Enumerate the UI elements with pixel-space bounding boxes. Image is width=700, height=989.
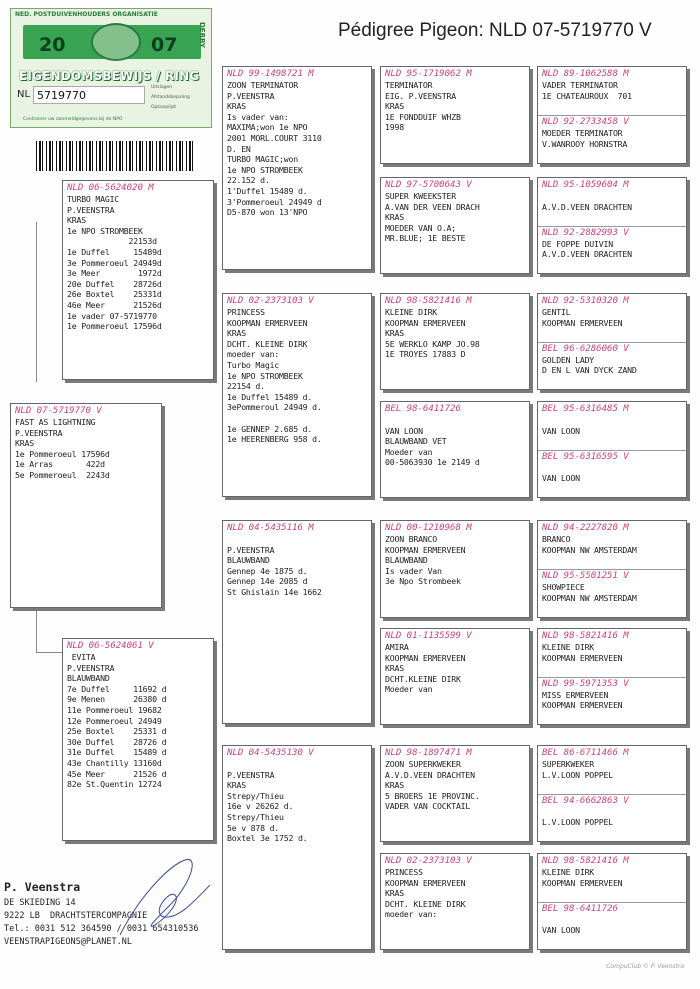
card-line: 1e NPO STROMBEEK bbox=[227, 370, 303, 381]
pigeon-card-dam-sire bbox=[222, 520, 372, 724]
card-line: 25e Boxtel 25331 d bbox=[67, 726, 167, 737]
card-line: GENTIL bbox=[542, 307, 571, 317]
card-line: ZOON SUPERKWEKER bbox=[385, 759, 461, 769]
sticker-org: NED. POSTDUIVENHOUDERS ORGANISATIE bbox=[15, 11, 158, 18]
ring-number: BEL 95-6316595 V bbox=[542, 451, 629, 462]
ring-number: BEL 98-6411726 bbox=[542, 903, 618, 914]
card-line: 82e St.Quentin 12724 bbox=[67, 779, 162, 790]
ring-number: NLD 06-5624061 V bbox=[67, 641, 154, 651]
connector-line bbox=[36, 222, 37, 382]
card-line: KOOPMAN ERMERVEEN bbox=[542, 877, 623, 888]
card-line bbox=[227, 413, 367, 424]
card-line: 1'Duffel 15489 d. bbox=[227, 185, 308, 196]
pigeon-card-ggp bbox=[380, 853, 530, 950]
card-line: BLAUWBAND bbox=[385, 555, 428, 566]
card-line bbox=[542, 191, 682, 202]
card-line bbox=[385, 415, 525, 426]
card-line: Is vader Van bbox=[385, 565, 442, 576]
pigeon-card-ggp bbox=[380, 628, 530, 725]
card-line: SUPERKWEKER bbox=[542, 759, 595, 769]
breeder-address: DE SKIEDING 14 bbox=[4, 898, 76, 908]
card-line: 3ePommeroul 24949 d. bbox=[227, 402, 322, 413]
ring-number: BEL 86-6711466 M bbox=[542, 748, 629, 758]
card-lines bbox=[385, 415, 525, 468]
sticker-year-left: 20 bbox=[39, 34, 66, 56]
card-line: VADER VAN COCKTAIL bbox=[385, 801, 471, 812]
ring-number: BEL 98-6411726 bbox=[385, 404, 461, 414]
card-line: KRAS bbox=[385, 101, 404, 112]
card-line: 3'Pommeroeul 24949 d bbox=[227, 196, 322, 207]
card-line: PRINCESS bbox=[227, 307, 265, 317]
ring-number: NLD 04-5435130 V bbox=[227, 748, 314, 758]
card-line: P.VEENSTRA bbox=[227, 544, 275, 555]
card-line: A.V.D.VEEN DRACHTEN bbox=[542, 249, 632, 260]
breeder-phone: Tel.: 0031 512 364590 / 0031 654310536 bbox=[4, 924, 199, 934]
card-line: VAN LOON bbox=[542, 473, 580, 484]
pigeon-card-ggp bbox=[380, 520, 530, 618]
pigeon-pair-card bbox=[537, 293, 687, 390]
card-lines bbox=[227, 534, 367, 598]
card-line: SUPER KWEEKSTER bbox=[385, 191, 456, 201]
card-line: Turbo Magic bbox=[227, 359, 280, 370]
card-line: L.V.LOON POPPEL bbox=[542, 817, 613, 828]
pigeon-pair-card bbox=[537, 66, 687, 164]
card-line bbox=[227, 759, 367, 770]
card-line: ZOON BRANCO bbox=[385, 534, 438, 544]
card-line: 1e HEERENBERG 958 d. bbox=[227, 434, 322, 445]
ring-number: NLD 07-5719770 V bbox=[15, 406, 102, 416]
card-lines bbox=[542, 355, 682, 376]
card-lines bbox=[542, 582, 682, 603]
card-line: KOOPMAN NW AMSTERDAM bbox=[542, 592, 637, 603]
card-lines bbox=[227, 759, 367, 844]
card-line: 1998 bbox=[385, 122, 404, 133]
card-lines bbox=[542, 239, 682, 260]
card-lines bbox=[542, 915, 682, 936]
card-line: FAST AS LIGHTNING bbox=[15, 417, 96, 427]
connector-line bbox=[36, 652, 64, 653]
card-line: KOOPMAN ERMERVEEN bbox=[542, 652, 623, 663]
sticker-side-item: Opkooplijst bbox=[151, 105, 177, 110]
card-line: Gennep 4e 1875 d. bbox=[227, 565, 308, 576]
card-line: L.V.LOON POPPEL bbox=[542, 769, 613, 780]
card-line: KRAS bbox=[385, 888, 404, 899]
card-lines bbox=[385, 307, 525, 360]
card-line: 1e vader 07-5719770 bbox=[67, 310, 157, 321]
card-line: 22.152 d. bbox=[227, 175, 270, 186]
ring-number: NLD 95-1059604 M bbox=[542, 180, 629, 190]
ring-number: NLD 02-2373103 V bbox=[385, 856, 472, 866]
card-line: TURBO MAGIC bbox=[67, 194, 120, 204]
card-line: P.VEENSTRA bbox=[227, 769, 275, 780]
card-line: 9e Menen 26380 d bbox=[67, 694, 167, 705]
pigeon-pair-card bbox=[537, 520, 687, 618]
card-lines bbox=[385, 759, 525, 812]
card-line: 11e Pommeroeul 19682 bbox=[67, 704, 162, 715]
card-line: BLAUWBAND VET bbox=[385, 436, 447, 447]
card-line: 7e Duffel 11692 d bbox=[67, 683, 167, 694]
card-line: TURBO MAGIC;won bbox=[227, 154, 298, 165]
card-lines bbox=[542, 534, 682, 555]
card-lines bbox=[15, 417, 157, 481]
card-lines bbox=[385, 191, 525, 244]
card-line: VAN LOON bbox=[542, 425, 580, 436]
card-line: EVITA bbox=[67, 652, 96, 662]
ring-number: NLD 99-5971353 V bbox=[542, 678, 629, 689]
ring-number: NLD 89-1062588 M bbox=[542, 69, 629, 79]
card-line: KRAS bbox=[67, 215, 86, 226]
card-lines bbox=[542, 191, 682, 212]
card-line: MAXIMA;won 1e NPO bbox=[227, 122, 308, 133]
card-line: KOOPMAN ERMERVEEN bbox=[385, 544, 466, 555]
card-line: KLEINE DIRK bbox=[385, 307, 438, 317]
card-lines bbox=[542, 642, 682, 663]
card-line: KRAS bbox=[385, 780, 404, 791]
card-line: KRAS bbox=[227, 328, 246, 339]
ring-number: NLD 06-5624020 M bbox=[67, 183, 154, 193]
sticker-country: NL bbox=[17, 89, 31, 100]
card-line: VADER TERMINATOR bbox=[542, 80, 618, 90]
card-line: DE FOPPE DUIVIN bbox=[542, 238, 613, 249]
ring-number: NLD 92-2882993 V bbox=[542, 227, 629, 238]
sticker-side-list bbox=[151, 83, 190, 113]
card-line: SHOWPIECE bbox=[542, 582, 585, 592]
sticker-ring-number: 5719770 bbox=[37, 89, 86, 102]
pigeon-pair-card bbox=[537, 745, 687, 842]
ring-number: NLD 98-5821416 M bbox=[542, 631, 629, 641]
card-line: 1e Pommeroeul 17596d bbox=[67, 321, 162, 332]
card-line: 5e v 878 d. bbox=[227, 822, 280, 833]
card-line: KOOPMAN ERMERVEEN bbox=[542, 700, 623, 711]
card-line: 3e Pommeroeul 24949d bbox=[67, 257, 162, 268]
pigeon-card-dam bbox=[62, 638, 214, 841]
card-line: 5e Pommeroeul 2243d bbox=[15, 469, 110, 480]
ring-number: NLD 01-1135599 V bbox=[385, 631, 472, 641]
card-line: ZOON TERMINATOR bbox=[227, 80, 298, 90]
sticker-label: EIGENDOMSBEWIJS / RING bbox=[19, 69, 200, 83]
card-line: D. EN bbox=[227, 143, 251, 154]
card-line: KRAS bbox=[385, 212, 404, 223]
card-lines bbox=[385, 642, 525, 695]
card-line: KOOPMAN ERMERVEEN bbox=[385, 317, 466, 328]
card-line: V.WANROOY HORNSTRA bbox=[542, 138, 628, 149]
ring-number: NLD 92-5310320 M bbox=[542, 296, 629, 306]
software-credit: CompuClub © P. Veenstra bbox=[606, 963, 684, 970]
pigeon-card-sire-sire bbox=[222, 66, 372, 270]
card-line: KRAS bbox=[227, 101, 246, 112]
card-line: KOOPMAN ERMERVEEN bbox=[227, 317, 308, 328]
card-line: KOOPMAN ERMERVEEN bbox=[542, 317, 623, 328]
ring-number: NLD 98-5821416 M bbox=[385, 296, 472, 306]
pigeon-pair-card bbox=[537, 401, 687, 498]
pigeon-card-ggp bbox=[380, 66, 530, 164]
card-line: BLAUWBAND bbox=[227, 555, 270, 566]
card-lines bbox=[385, 867, 525, 920]
card-line bbox=[542, 807, 682, 818]
card-line: 1E TROYES 17883 D bbox=[385, 349, 466, 360]
pigeon-card-dam-dam bbox=[222, 745, 372, 950]
ring-number: NLD 00-1210968 M bbox=[385, 523, 472, 533]
card-line: BRANCO bbox=[542, 534, 571, 544]
sticker-foot: Controleer uw aanmeldgegevens bij de NPO bbox=[23, 117, 123, 122]
card-line: EIG. P.VEENSTRA bbox=[385, 90, 456, 101]
ring-number: NLD 94-2227820 M bbox=[542, 523, 629, 533]
card-line: 46e Meer 21526d bbox=[67, 299, 162, 310]
sticker-side-item: Afstandsbepaling bbox=[151, 95, 190, 100]
card-line: 00-5063930 1e 2149 d bbox=[385, 457, 480, 468]
card-line: TERMINATOR bbox=[385, 80, 433, 90]
card-line: 1E CHATEAUROUX 701 bbox=[542, 90, 632, 101]
card-lines bbox=[227, 80, 367, 218]
card-line: moeder van: bbox=[227, 349, 280, 360]
card-line bbox=[542, 463, 682, 474]
page-title: Pédigree Pigeon: NLD 07-5719770 V bbox=[338, 20, 652, 41]
card-line: KLEINE DIRK bbox=[542, 867, 595, 877]
card-line: A.V.D.VEEN DRACHTEN bbox=[385, 769, 475, 780]
card-line: 3e Meer 1972d bbox=[67, 268, 162, 279]
card-line: KRAS bbox=[385, 663, 404, 674]
card-lines bbox=[542, 80, 682, 101]
card-lines bbox=[542, 690, 682, 711]
card-lines bbox=[542, 463, 682, 484]
ring-certificate-sticker bbox=[10, 8, 212, 128]
card-line: 43e Chantilly 13160d bbox=[67, 757, 162, 768]
card-line: 2001 MORL.COURT 3110 bbox=[227, 132, 322, 143]
ring-number: BEL 94-6662863 V bbox=[542, 795, 629, 806]
card-line: 20e Duffel 28726d bbox=[67, 278, 162, 289]
card-line: DCHT.KLEINE DIRK bbox=[385, 673, 461, 684]
ring-number: NLD 99-1498721 M bbox=[227, 69, 314, 79]
card-lines bbox=[67, 194, 209, 332]
breeder-name: P. Veenstra bbox=[4, 880, 81, 894]
card-line: Gennep 14e 2085 d bbox=[227, 576, 308, 587]
card-line: 1E FONDDUIF WHZB bbox=[385, 111, 461, 122]
ring-number: BEL 96-6286060 V bbox=[542, 343, 629, 354]
pigeon-pair-card bbox=[537, 628, 687, 725]
card-line: 22154 d. bbox=[227, 381, 265, 392]
pigeon-card-sire-dam bbox=[222, 293, 372, 497]
card-line: MOEDER VAN O.A; bbox=[385, 222, 456, 233]
ring-number: NLD 95-5501251 V bbox=[542, 571, 629, 581]
signature-icon bbox=[110, 855, 220, 945]
card-lines bbox=[542, 415, 682, 436]
card-line: 16e v 26262 d. bbox=[227, 801, 294, 812]
card-line: 1e NPO STROMBEEK bbox=[67, 225, 143, 236]
card-line: MOEDER TERMINATOR bbox=[542, 128, 623, 138]
pigeon-card-ggp bbox=[380, 401, 530, 498]
ring-number: NLD 04-5435116 M bbox=[227, 523, 314, 533]
card-lines bbox=[542, 759, 682, 780]
card-line: D EN L VAN DYCK ZAND bbox=[542, 365, 637, 376]
ring-number: NLD 98-5821416 M bbox=[542, 856, 629, 866]
card-line: Boxtel 3e 1752 d. bbox=[227, 833, 308, 844]
card-line: D5-870 won 13'NPO bbox=[227, 207, 308, 218]
card-line bbox=[542, 415, 682, 426]
breeder-city: 9222 LB DRACHTSTERCOMPAGNIE bbox=[4, 911, 148, 921]
card-line: 3e Npo Strombeek bbox=[385, 576, 461, 587]
card-line: DCHT. KLEINE DIRK bbox=[385, 898, 466, 909]
card-lines bbox=[542, 867, 682, 888]
card-line bbox=[542, 915, 682, 926]
pigeon-card-ggp bbox=[380, 177, 530, 274]
card-lines bbox=[542, 807, 682, 828]
card-line: 1e NPO STROMBEEK bbox=[227, 164, 303, 175]
card-line: 1e Pommeroeul 17596d bbox=[15, 448, 110, 459]
card-line: P.VEENSTRA bbox=[227, 90, 275, 101]
card-line: 1e GENNEP 2.685 d. bbox=[227, 423, 313, 434]
card-line: P.VEENSTRA bbox=[15, 427, 63, 438]
card-line: KOOPMAN ERMERVEEN bbox=[385, 652, 466, 663]
card-line: VAN LOON bbox=[542, 925, 580, 936]
ring-number: NLD 92-2733458 V bbox=[542, 117, 629, 127]
card-line: Is vader van: bbox=[227, 111, 289, 122]
card-line: VAN LOON bbox=[385, 425, 423, 436]
sticker-side-item: Uitslagen bbox=[151, 85, 173, 90]
card-line: 1e Duffel 15489d bbox=[67, 246, 162, 257]
card-line: PRINCESS bbox=[385, 867, 423, 877]
card-line: MR.BLUE; 1E BESTE bbox=[385, 233, 466, 244]
ring-number: NLD 02-2373103 V bbox=[227, 296, 314, 306]
card-lines bbox=[542, 128, 682, 149]
card-line bbox=[227, 534, 367, 545]
ring-number: BEL 95-6316485 M bbox=[542, 404, 629, 414]
pigeon-pair-card bbox=[537, 177, 687, 274]
card-line: Moeder van bbox=[385, 684, 433, 695]
card-line: BLAUWBAND bbox=[67, 673, 110, 684]
ring-number: NLD 98-1897471 M bbox=[385, 748, 472, 758]
pigeon-card-subject bbox=[10, 403, 162, 608]
card-line: Strepy/Thieu bbox=[227, 790, 284, 801]
card-line: KLEINE DIRK bbox=[542, 642, 595, 652]
card-line: DCHT. KLEINE DIRK bbox=[227, 338, 308, 349]
card-line: 30e Duffel 28726 d bbox=[67, 736, 167, 747]
sticker-year-right: 07 bbox=[151, 34, 178, 56]
card-lines bbox=[227, 307, 367, 445]
card-lines bbox=[385, 80, 525, 133]
pigeon-card-ggp bbox=[380, 745, 530, 842]
card-line: 22153d bbox=[67, 236, 157, 247]
pigeon-pair-card bbox=[537, 853, 687, 950]
pigeon-card-ggp bbox=[380, 293, 530, 390]
card-lines bbox=[67, 652, 209, 790]
card-line: 5 BROERS 1E PROVINC. bbox=[385, 790, 480, 801]
pigeon-card-sire bbox=[62, 180, 214, 380]
card-line: 31e Duffel 15489 d bbox=[67, 747, 167, 758]
card-line: KRAS bbox=[15, 438, 34, 449]
card-line: KRAS bbox=[227, 780, 246, 791]
card-line: 45e Meer 21526 d bbox=[67, 768, 167, 779]
card-line: MISS ERMERVEEN bbox=[542, 689, 609, 700]
breeder-email: VEENSTRAPIGEONS@PLANET.NL bbox=[4, 937, 132, 947]
card-line: Moeder van bbox=[385, 446, 433, 457]
card-line: 1e Arras 422d bbox=[15, 459, 105, 470]
card-line: GOLDEN LADY bbox=[542, 354, 595, 365]
card-line: KOOPMAN NW AMSTERDAM bbox=[542, 544, 637, 555]
sticker-derby: DERBY bbox=[198, 21, 207, 49]
card-line: St Ghislain 14e 1662 bbox=[227, 586, 322, 597]
card-line: 12e Pommeroeul 24949 bbox=[67, 715, 162, 726]
card-line: P.VEENSTRA bbox=[67, 662, 115, 673]
card-line: 5E WERKLO KAMP JO.98 bbox=[385, 338, 480, 349]
card-line: P.VEENSTRA bbox=[67, 204, 115, 215]
card-line: KRAS bbox=[385, 328, 404, 339]
card-lines bbox=[385, 534, 525, 587]
card-line: Strepy/Thieu bbox=[227, 811, 284, 822]
ring-number: NLD 95-1719062 M bbox=[385, 69, 472, 79]
card-line: 1e Duffel 15489 d. bbox=[227, 391, 313, 402]
barcode-icon bbox=[36, 141, 194, 171]
card-line: KOOPMAN ERMERVEEN bbox=[385, 877, 466, 888]
card-line: A.V.D.VEEN DRACHTEN bbox=[542, 201, 632, 212]
card-line: A.VAN DER VEEN DRACH bbox=[385, 201, 480, 212]
card-lines bbox=[542, 307, 682, 328]
ring-number: NLD 97-5700643 V bbox=[385, 180, 472, 190]
lion-emblem-icon bbox=[91, 23, 141, 61]
card-line: AMIRA bbox=[385, 642, 409, 652]
card-line: moeder van: bbox=[385, 909, 438, 920]
card-line: 26e Boxtel 25331d bbox=[67, 289, 162, 300]
